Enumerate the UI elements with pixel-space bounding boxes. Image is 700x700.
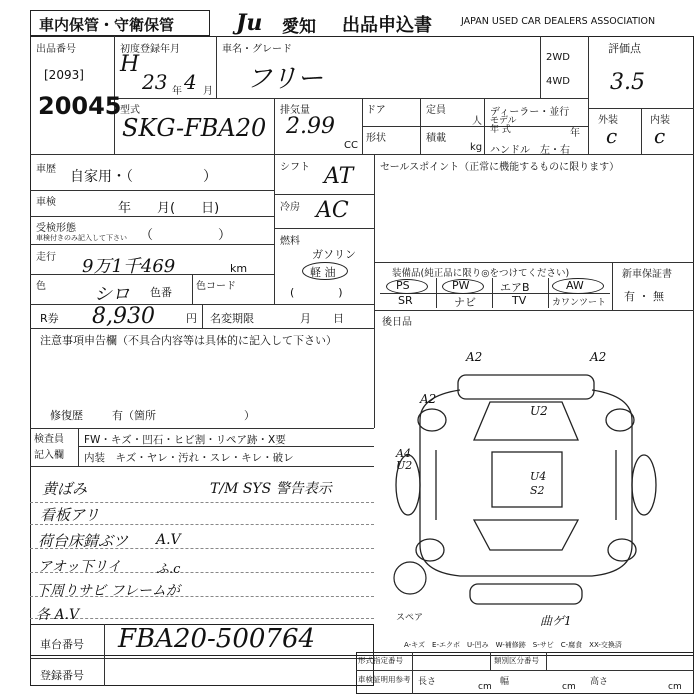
capacity-label: 定員 <box>426 105 446 116</box>
fuel-label: 燃料 <box>280 236 300 247</box>
inspector-label: 検査員 記入欄 <box>34 434 64 461</box>
equipment-label: 装備品(純正品に限り◎をつけてください) <box>392 268 570 279</box>
color-number-label: 色番 <box>150 286 172 299</box>
history-value: 自家用・（ ） <box>70 169 217 185</box>
remark-right-2: A.V <box>156 532 181 548</box>
color-value: シロ <box>94 284 130 305</box>
month-mark: 月 <box>203 86 213 97</box>
history-label: 車歴 <box>36 164 56 175</box>
receipt-note: 車検付きのみ記入して下さい <box>36 234 127 242</box>
equip-aw: AW <box>566 279 584 292</box>
color-label: 色 <box>36 281 46 292</box>
chassis-number: FBA20-500764 <box>118 624 316 654</box>
ac-value: AC <box>316 198 349 223</box>
repair-value: 有（箇所 ） <box>112 409 255 422</box>
mark-front-left: A2 <box>466 350 483 364</box>
lot-label: 出品番号 <box>36 44 76 55</box>
mark-bed: U4 S2 <box>530 470 547 497</box>
recycle-yen: 円 <box>186 312 197 325</box>
remark-3: 荷台床錆ぶツ <box>38 532 129 550</box>
model-label: 型式 <box>120 105 140 116</box>
chassis-label: 車台番号 <box>40 638 84 651</box>
lot-sub-number: [2093] <box>44 68 84 82</box>
notes-label: 注意事項申告欄（不具合内容等は具体的に記入して下さい） <box>40 334 337 347</box>
association-name: JAPAN USED CAR DEALERS ASSOCIATION <box>461 16 656 27</box>
repair-label: 修復歴 <box>50 409 83 422</box>
ac-label: 冷房 <box>280 202 300 213</box>
door-label: ドア <box>366 105 386 116</box>
fuel-other: ( ) <box>290 286 343 299</box>
name-change-label: 名変期限 <box>210 312 254 325</box>
displacement-value: 2.99 <box>286 114 335 139</box>
post-date-label: 後日品 <box>382 317 412 328</box>
year-mark: 年 <box>172 86 182 97</box>
receipt-label: 受検形態 <box>36 223 76 234</box>
receipt-value: （ ） <box>140 228 232 243</box>
grade-label: 評価点 <box>608 42 641 55</box>
equip-airbag: エアB <box>500 281 530 294</box>
inspection-value: 年 月( 日) <box>118 201 220 216</box>
exterior-label: 外装 <box>598 115 618 126</box>
registration-era: H <box>120 52 140 77</box>
form-title: 出品申込書 <box>342 15 432 36</box>
storage-label: 車内保管・守衛保管 <box>39 16 175 34</box>
load-unit: kg <box>470 142 483 153</box>
drive-4wd: 4WD <box>546 76 570 87</box>
lot-number: 20045 <box>38 92 122 120</box>
width-label: 幅 <box>500 677 510 687</box>
equip-ps: PS <box>396 279 410 292</box>
interior-label: 内装 <box>650 115 670 126</box>
fuel-diesel: 軽 油 <box>310 266 336 279</box>
sales-point-label: セールスポイント（正常に機能するものに限ります） <box>380 162 620 173</box>
remark-right-3: ふ.c <box>156 562 181 577</box>
drive-2wd: 2WD <box>546 52 570 63</box>
mark-hood: U2 <box>530 404 548 418</box>
logo-mark: Ju <box>236 10 263 36</box>
mark-front-right: A2 <box>590 350 607 364</box>
capacity-unit: 人 <box>472 116 482 127</box>
remark-6: 各 A.V <box>36 607 80 623</box>
vehicle-name-label: 車名・グレード <box>222 44 292 55</box>
storage-label-box <box>30 10 210 36</box>
name-change-value: 月 日 <box>300 312 344 325</box>
vehicle-name: フリー <box>246 64 323 94</box>
model-year-mark: 年 <box>570 128 580 139</box>
remark-1: 黄ばみ <box>42 480 88 498</box>
inspector-row1: FW・キズ・凹石・ヒビ割・リペア跡・X要 <box>84 434 286 446</box>
fuel-gasoline: ガソリン <box>312 248 356 261</box>
mileage-label: 走行 <box>36 252 56 263</box>
dealer-label: ディーラー・並行 <box>490 107 570 118</box>
shift-value: AT <box>324 164 354 189</box>
reg-label: 登録番号 <box>40 669 84 682</box>
inspector-row2: 内装 キズ・ヤレ・汚れ・スレ・キレ・破レ <box>84 452 294 464</box>
remark-right-1: T/M SYS 警告表示 <box>210 481 332 497</box>
remark-2: 看板アリ <box>40 506 100 524</box>
equip-tv: TV <box>512 294 527 307</box>
width-cm: cm <box>562 682 576 692</box>
shift-label: シフト <box>280 162 310 173</box>
inspection-label: 車検 <box>36 197 56 208</box>
mark-fender: A2 <box>420 392 437 406</box>
mark-left-side: A4 U2 <box>396 447 413 472</box>
org-name: 愛知 <box>282 17 316 37</box>
category-label: 類別区分番号 <box>494 656 539 665</box>
model-code: SKG-FBA20 <box>122 114 267 142</box>
height-cm: cm <box>668 682 682 692</box>
registration-year: 23 <box>142 70 168 94</box>
load-label: 積載 <box>426 133 446 144</box>
interior-grade: c <box>654 124 666 148</box>
displacement-label: 排気量 <box>280 105 310 116</box>
damage-legend: A-キズ E-エクボ U-凹み W-補修跡 S-サビ C-腐食 XX-交換済 <box>404 641 622 649</box>
mileage-value: 9万1千469 <box>82 256 176 277</box>
height-label: 高さ <box>590 677 609 687</box>
equip-camera: カワンツート <box>552 298 607 308</box>
shape-reg-label: 形式指定番号 <box>358 656 403 665</box>
cc-unit: CC <box>344 140 358 151</box>
equip-navi: ナビ <box>454 296 476 309</box>
length-label: 長さ <box>418 677 437 687</box>
color-code-label: 色コード <box>196 281 236 292</box>
length-cm: cm <box>478 682 492 692</box>
remark-4: アオッ下リイ <box>38 559 122 575</box>
registration-label: 初度登録年月 <box>120 44 180 55</box>
mark-rear: 曲ゲ1 <box>540 614 572 628</box>
warranty-options: 有 ・ 無 <box>624 290 664 303</box>
equip-sr: SR <box>398 294 413 307</box>
handle-label: ハンドル 左・右 <box>490 145 570 156</box>
mileage-unit: km <box>230 262 248 275</box>
cert-label: 車検証明用参考 <box>358 675 411 684</box>
recycle-amount: 8,930 <box>92 304 155 329</box>
registration-month: 4 <box>184 70 197 94</box>
recycle-label: R券 <box>40 312 59 325</box>
warranty-label: 新車保証書 <box>622 269 672 280</box>
exterior-grade: c <box>606 124 618 148</box>
spare-label: スペア <box>396 613 424 623</box>
grade-score: 3.5 <box>610 70 645 95</box>
equip-pw: PW <box>452 279 470 292</box>
ju-logo <box>236 10 282 36</box>
remark-5: 下周りサビ フレームが <box>36 583 180 599</box>
shape-label: 形状 <box>366 133 386 144</box>
model-year-label: モデル 年 式 <box>490 116 517 135</box>
